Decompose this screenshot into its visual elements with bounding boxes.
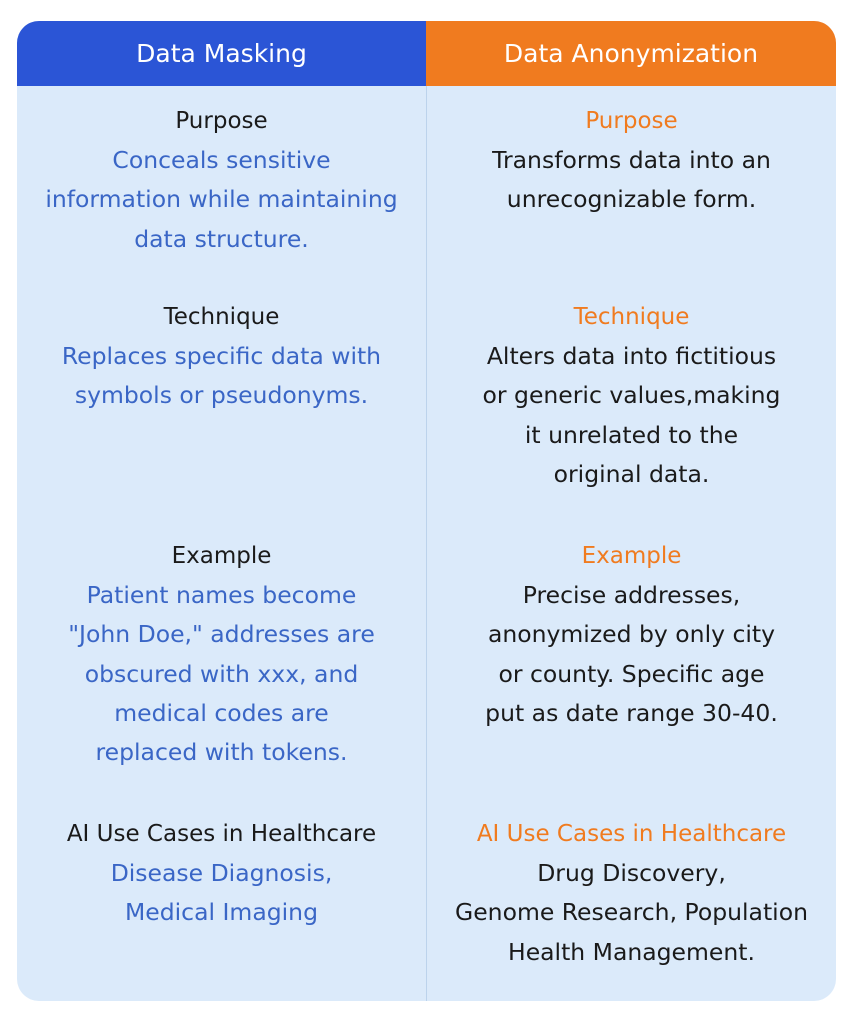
anonymization-technique-text xyxy=(427,337,836,494)
anonymization-example-line: anonymized by only city xyxy=(487,620,776,649)
anonymization-purpose-line: unrecognizable form. xyxy=(506,185,757,214)
anonymization-purpose-line: Transforms data into an xyxy=(492,146,771,174)
anonymization-use-cases-text xyxy=(427,854,836,972)
anonymization-example-line: Precise addresses, xyxy=(522,581,741,609)
masking-technique-text xyxy=(17,337,426,416)
masking-use-cases-line: Medical Imaging xyxy=(125,898,318,927)
anonymization-example-section xyxy=(427,541,836,733)
anonymization-technique-line: it unrelated to the xyxy=(524,420,739,449)
anonymization-technique-section xyxy=(427,302,836,494)
anonymization-example-line: put as date range 30-40. xyxy=(485,698,778,727)
anonymization-example-title: Example xyxy=(581,543,682,569)
anonymization-use-cases-section xyxy=(427,819,836,972)
anonymization-technique-line: or generic values,making xyxy=(482,381,781,410)
masking-purpose-line: Conceals sensitive xyxy=(112,146,331,174)
anonymization-use-cases-line: Drug Discovery, xyxy=(537,859,726,887)
masking-purpose-line: information while maintaining xyxy=(45,185,398,214)
masking-example-line: replaced with tokens. xyxy=(95,738,348,767)
masking-example-section xyxy=(17,541,426,772)
anonymization-use-cases-title: AI Use Cases in Healthcare xyxy=(476,821,787,847)
masking-use-cases-line: Disease Diagnosis, xyxy=(110,859,333,887)
masking-technique-line: symbols or pseudonyms. xyxy=(74,381,369,410)
masking-technique-section xyxy=(17,302,426,416)
masking-example-line: Patient names become xyxy=(86,581,357,609)
masking-use-cases-title: AI Use Cases in Healthcare xyxy=(66,821,377,847)
anonymization-use-cases-line: Genome Research, Population xyxy=(455,898,808,927)
anonymization-example-text xyxy=(427,576,836,733)
masking-technique-line: Replaces specific data with xyxy=(61,342,382,370)
masking-use-cases-section xyxy=(17,819,426,933)
masking-example-title: Example xyxy=(171,543,272,569)
masking-example-line: obscured with xxx, and xyxy=(84,659,359,688)
anonymization-technique-line: original data. xyxy=(553,459,710,488)
masking-purpose-title: Purpose xyxy=(175,108,268,134)
anonymization-example-line: or county. Specific age xyxy=(498,659,765,688)
masking-purpose-text xyxy=(17,141,426,259)
anonymization-purpose-title: Purpose xyxy=(585,108,678,134)
masking-purpose-section xyxy=(17,106,426,259)
anonymization-header: Data Anonymization xyxy=(426,21,836,86)
anonymization-use-cases-line: Health Management. xyxy=(508,937,755,966)
masking-header: Data Masking xyxy=(17,21,426,86)
masking-example-line: "John Doe," addresses are xyxy=(68,620,375,649)
masking-example-text xyxy=(17,576,426,772)
anonymization-technique-line: Alters data into fictitious xyxy=(486,342,777,370)
anonymization-purpose-section xyxy=(427,106,836,220)
masking-use-cases-text xyxy=(17,854,426,933)
masking-technique-title: Technique xyxy=(163,304,280,330)
masking-example-line: medical codes are xyxy=(114,698,329,727)
anonymization-technique-title: Technique xyxy=(573,304,690,330)
masking-purpose-line: data structure. xyxy=(134,224,309,253)
comparison-card xyxy=(17,21,836,1001)
anonymization-purpose-text xyxy=(427,141,836,220)
